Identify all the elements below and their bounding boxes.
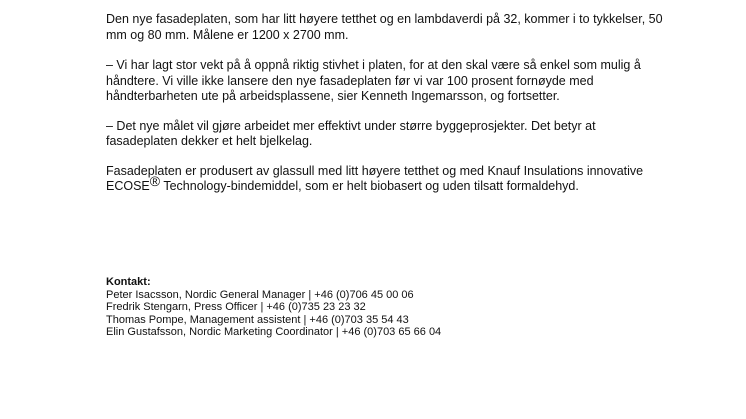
contact-line-thomas: Thomas Pompe, Management assistent | +46 (0)703 35 54 43 — [106, 313, 409, 326]
contact-heading: Kontakt: — [106, 276, 151, 288]
contact-line-peter: Peter Isacsson, Nordic General Manager | +46 (0)706 45 00 06 — [106, 288, 414, 301]
contact-block — [106, 276, 666, 339]
registered-mark: ® — [149, 173, 161, 189]
paragraph-material — [106, 164, 666, 195]
paragraph-quote-efficiency: – Det nye målet vil gjøre arbeidet mer effektivt under større byggeprosjekter. Det betyr at fasadeplaten dekker et helt bjelkelag. — [106, 118, 596, 148]
paragraph-product-specs: Den nye fasadeplaten, som har litt høyere tetthet og en lambdaverdi på 32, kommer i to tykkelser, 50 mm og 80 mm. Målene er 1200 x 2700 mm. — [106, 12, 663, 42]
contact-line-elin: Elin Gustafsson, Nordic Marketing Coordinator | +46 (0)703 65 66 04 — [106, 326, 442, 338]
paragraph-quote-stiffness: – Vi har lagt stor vekt på å oppnå riktig stivhet i platen, for at den skal være så enkel som mulig å håndtere. Vi ville ikke lansere den nye fasadeplaten før vi var 100 prosent fornøyde med håndterbarheten ute på arbeidsplassene, sier Kenneth Ingemarsson, og fortsetter. — [106, 58, 641, 103]
article-body — [106, 12, 666, 209]
material-text-end: Technology-bindemiddel, som er helt biobasert og uden tilsatt formaldehyd. — [160, 179, 579, 193]
contact-line-fredrik: Fredrik Stengarn, Press Officer | +46 (0)735 23 23 32 — [106, 301, 366, 313]
material-text-start: Fasadeplaten er produsert av glassull med litt høyere tetthet og med Knauf Insulations innovative ECOSE — [106, 163, 644, 193]
